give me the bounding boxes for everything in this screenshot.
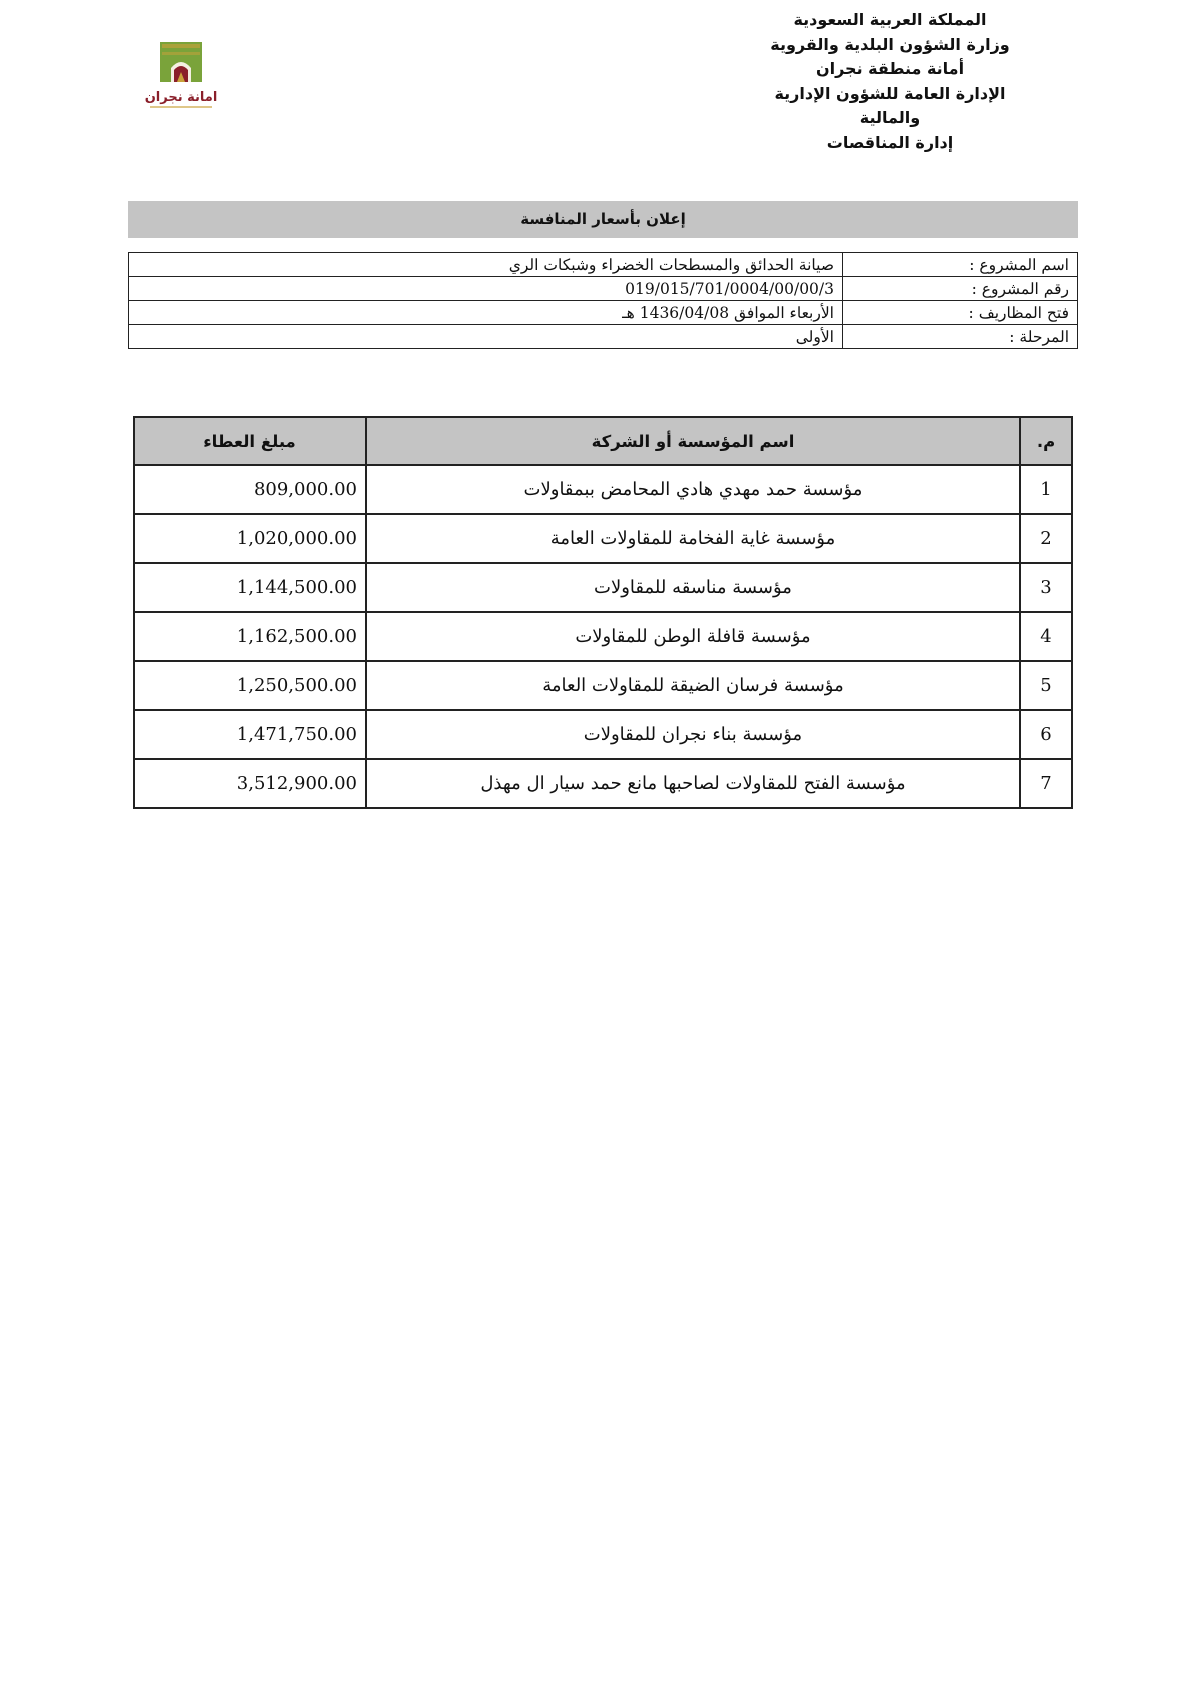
info-label: المرحلة : [843,325,1078,349]
info-value: 019/015/701/0004/00/00/3 [129,277,843,301]
document-title: إعلان بأسعار المنافسة [128,201,1078,238]
info-row-project-number [129,277,1078,301]
info-row-stage [129,325,1078,349]
table-row [134,710,1072,759]
header-line-ministry: وزارة الشؤون البلدية والقروية [770,34,1010,54]
najran-municipality-logo [142,40,220,118]
bid-amount: 1,144,500.00 [134,563,366,612]
info-label: رقم المشروع : [843,277,1078,301]
header-line-municipality: أمانة منطقة نجران [815,59,965,78]
company-name: مؤسسة فرسان الضيقة للمقاولات العامة [366,661,1020,710]
header-number: م. [1020,417,1072,465]
row-number: 3 [1020,563,1072,612]
row-number: 4 [1020,612,1072,661]
header-line-tenders: إدارة المناقصات [826,132,954,152]
info-row-project-name [129,253,1078,277]
table-row [134,612,1072,661]
logo-wordmark: امانة نجران [144,90,218,105]
info-value: الأولى [129,325,843,349]
project-info-table [128,252,1078,349]
company-name: مؤسسة غاية الفخامة للمقاولات العامة [366,514,1020,563]
bid-amount: 809,000.00 [134,465,366,514]
row-number: 6 [1020,710,1072,759]
header-line-country: المملكة العربية السعودية [793,10,987,29]
info-value: صيانة الحدائق والمسطحات الخضراء وشبكات الري [129,253,843,277]
bid-amount: 3,512,900.00 [134,759,366,808]
bids-header-row [134,417,1072,465]
header-line-department: الإدارة العامة للشؤون الإدارية [774,83,1006,103]
info-value: الأربعاء الموافق 1436/04/08 هـ [129,301,843,325]
bids-table [133,416,1073,809]
table-row [134,661,1072,710]
company-name: مؤسسة حمد مهدي هادي المحامض ببمقاولات [366,465,1020,514]
header-bid-amount: مبلغ العطاء [134,417,366,465]
row-number: 7 [1020,759,1072,808]
bid-amount: 1,020,000.00 [134,514,366,563]
company-name: مؤسسة قافلة الوطن للمقاولات [366,612,1020,661]
table-row [134,759,1072,808]
header-company-name: اسم المؤسسة أو الشركة [366,417,1020,465]
table-row [134,465,1072,514]
info-label: فتح المظاريف : [843,301,1078,325]
company-name: مؤسسة الفتح للمقاولات لصاحبها مانع حمد سيار ال مهذل [366,759,1020,808]
row-number: 1 [1020,465,1072,514]
letterhead [710,8,1070,155]
row-number: 5 [1020,661,1072,710]
info-row-envelope-opening [129,301,1078,325]
table-row [134,514,1072,563]
row-number: 2 [1020,514,1072,563]
company-name: مؤسسة مناسقه للمقاولات [366,563,1020,612]
bid-amount: 1,162,500.00 [134,612,366,661]
info-label: اسم المشروع : [843,253,1078,277]
company-name: مؤسسة بناء نجران للمقاولات [366,710,1020,759]
table-row [134,563,1072,612]
bid-amount: 1,250,500.00 [134,661,366,710]
header-line-department-cont: والمالية [859,108,921,127]
bid-amount: 1,471,750.00 [134,710,366,759]
